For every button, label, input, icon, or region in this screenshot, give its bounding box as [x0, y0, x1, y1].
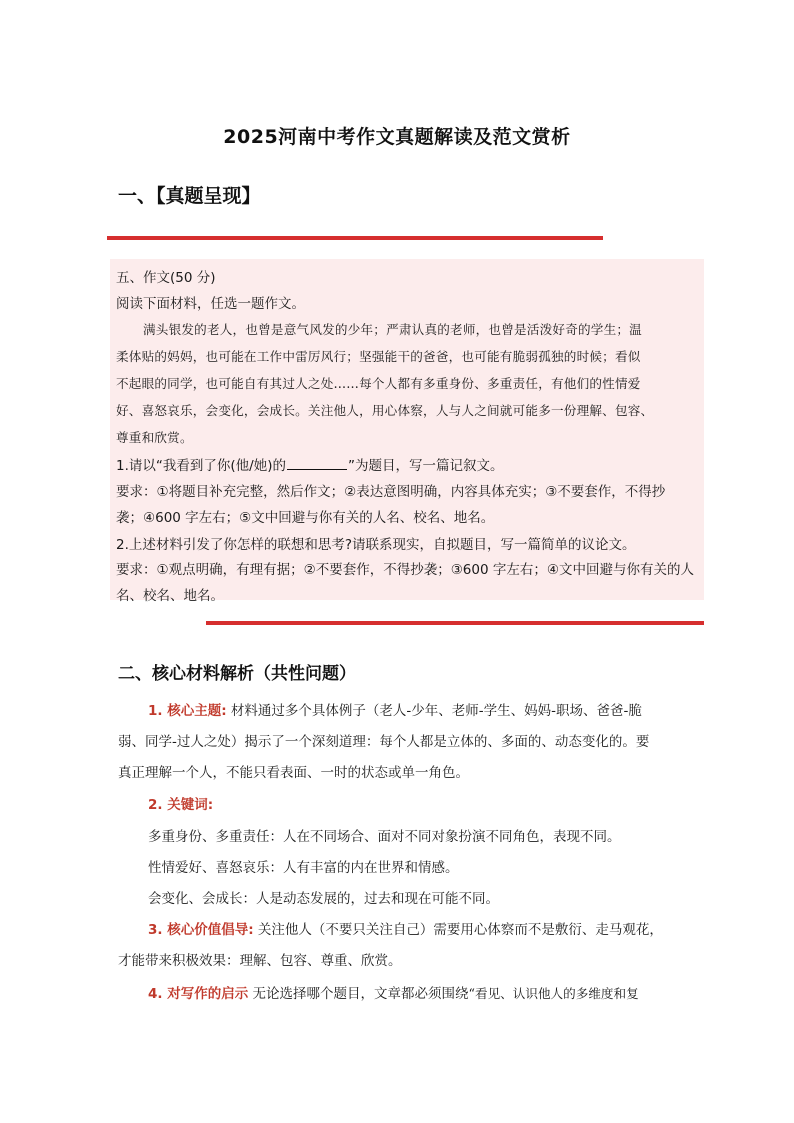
document-title: 2025河南中考作文真题解读及范文赏析 — [223, 126, 571, 148]
core-theme-label: 1. 核心主题: — [148, 703, 227, 719]
prompt-2: 2.上述材料引发了你怎样的联想和思考?请联系现实，自拟题目，写一篇简单的议论文。 — [116, 537, 636, 553]
material-line: 柔体贴的妈妈，也可能在工作中雷厉风行；坚强能干的爸爸，也可能有脆弱孤独的时候；看似 — [116, 349, 641, 364]
keyword-item: 多重身份、多重责任：人在不同场合、面对不同对象扮演不同角色，表现不同。 — [148, 829, 621, 845]
prompt-1 — [116, 454, 503, 474]
requirement-2-line: 名、校名、地名。 — [116, 588, 224, 604]
divider-top — [107, 236, 603, 240]
material-line: 满头银发的老人，也曾是意气风发的少年；严肃认真的老师，也曾是活泼好奇的学生；温 — [143, 322, 642, 337]
writing-tip-quote: “看见、认识他人的多维度和复 — [468, 986, 639, 1001]
section1-heading: 一、【真题呈现】 — [118, 185, 261, 207]
prompt-1-before: 1.请以“我看到了你(他/她)的 — [116, 458, 286, 474]
title-blank — [287, 457, 347, 470]
writing-tip — [148, 982, 639, 1002]
question-header: 五、作文(50 分) — [116, 270, 216, 286]
core-theme-text: 材料通过多个具体例子（老人-少年、老师-学生、妈妈-职场、爸爸-脆 — [230, 703, 642, 719]
requirement-1-line: 要求：①将题目补充完整，然后作文；②表达意图明确，内容具体充实；③不要套作，不得抄 — [116, 484, 666, 500]
keyword-item: 会变化、会成长：人是动态发展的，过去和现在可能不同。 — [148, 891, 499, 907]
keyword-item: 性情爱好、喜怒哀乐：人有丰富的内在世界和情感。 — [148, 860, 459, 876]
question-instruction: 阅读下面材料，任选一题作文。 — [116, 296, 305, 312]
core-value — [148, 918, 663, 938]
divider-bottom — [206, 621, 704, 625]
requirement-2-line: 要求：①观点明确，有理有据；②不要套作，不得抄袭；③600 字左右；④文中回避与你有关的人 — [116, 562, 694, 578]
material-line: 尊重和欣赏。 — [116, 430, 193, 445]
writing-tip-text: 无论选择哪个题目，文章都必须围绕 — [252, 986, 469, 1002]
writing-tip-label: 4. 对写作的启示 — [148, 986, 249, 1002]
core-theme-line: 真正理解一个人，不能只看表面、一时的状态或单一角色。 — [118, 765, 469, 781]
core-theme-line: 弱、同学-过人之处）揭示了一个深刻道理：每个人都是立体的、多面的、动态变化的。要 — [118, 734, 650, 750]
keywords-label: 2. 关键词: — [148, 797, 214, 813]
requirement-1-line: 袭；④600 字左右；⑤文中回避与你有关的人名、校名、地名。 — [116, 510, 495, 526]
core-value-label: 3. 核心价值倡导: — [148, 922, 254, 938]
core-value-line: 才能带来积极效果：理解、包容、尊重、欣赏。 — [118, 953, 402, 969]
exam-question-box — [110, 259, 704, 604]
prompt-1-after: ”为题目，写一篇记叙文。 — [347, 458, 504, 474]
material-line: 不起眼的同学，也可能自有其过人之处……每个人都有多重身份、多重责任，有他们的性情爱 — [116, 376, 641, 391]
section2-heading: 二、核心材料解析（共性问题） — [118, 664, 356, 684]
core-theme — [148, 699, 642, 719]
material-line: 好、喜怒哀乐，会变化，会成长。关注他人，用心体察，人与人之间就可能多一份理解、包容、 — [116, 403, 654, 418]
core-value-text: 关注他人（不要只关注自己）需要用心体察而不是敷衍、走马观花， — [257, 922, 663, 938]
